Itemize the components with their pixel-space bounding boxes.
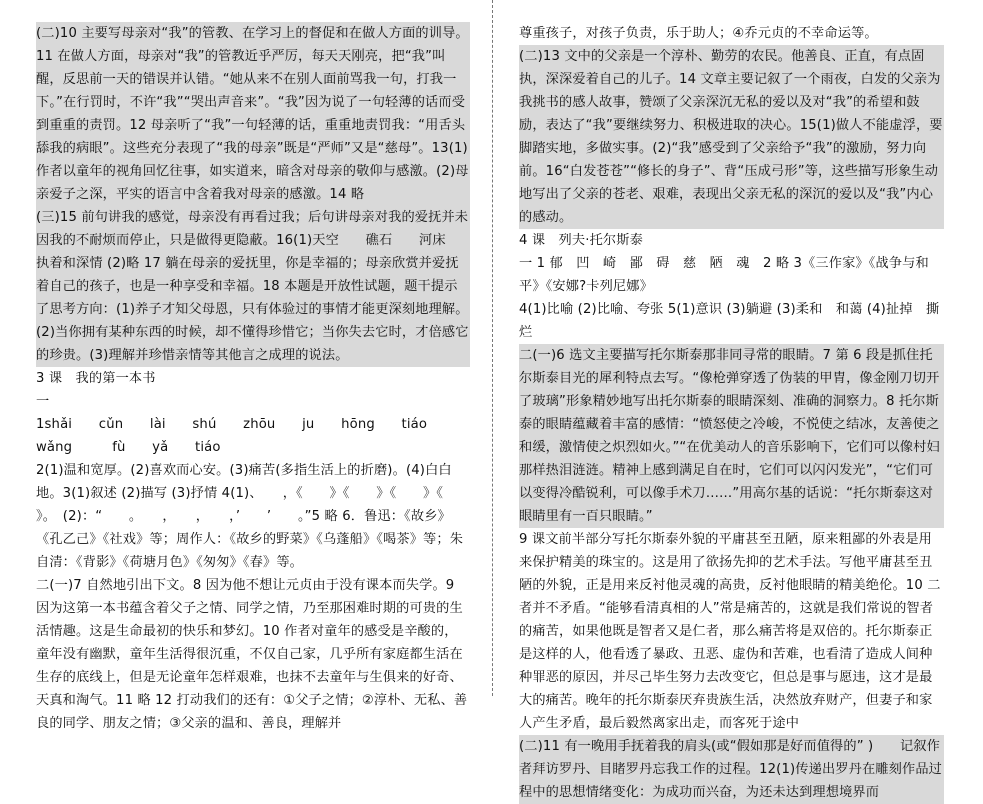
paragraph-right-continuation: 尊重孩子，对孩子负责，乐于助人；④乔元贞的不幸命运等。 <box>519 26 878 41</box>
paragraph-left-answers-2-6: 2(1)温和宽厚。(2)喜欢而心安。(3)痛苦(多指生活上的折磨)。(4)白白地。3(1)叙述 (2)描写 (3)抒情 4(1)、 ，《 》《 》《 》《 》。 (2)：“ 。 ， ， ，’ ’ 。”5 略 6．鲁迅：《故乡》《孔乙己》《社戏》等；周作人：《故乡的野菜》《乌蓬船》《喝茶》等；朱自清：《背影》《荷塘月色》《匆匆》《春》等。 <box>36 463 470 570</box>
pinyin-line-1: 1shǎi cǔn lài shú zhōu ju hōng tiáo <box>36 417 428 432</box>
paragraph-right-two-one: 二(一)6 选文主要描写托尔斯泰那非同寻常的眼睛。7 第 6 段是抓住托尔斯泰目光的犀利特点去写。“像枪弹穿透了伪装的甲胄，像金刚刀切开了玻璃”形象精妙地写出托尔斯泰的眼睛深刻、准确的洞察力。8 托尔斯泰的眼睛蕴藏着丰富的感情：“愤怒使之冷峻，不悦使之结冰，友善使之和缓，激情使之炽烈如火。”“在优美动人的音乐影响下，它们可以像村妇那样热泪涟涟。精神上感到满足自在时，它们可以闪闪发光”，“它们可以变得冷酷锐利，可以像手术刀……”用高尔基的话说：“托尔斯泰这对眼睛里有一百只眼睛。” <box>519 344 944 528</box>
column-divider <box>492 0 493 696</box>
paragraph-left-section-two: 二(一)7 自然地引出下文。8 因为他不想让元贞由于没有课本而失学。9 因为这第一本书蕴含着父子之情、同学之情，乃至那困难时期的可贵的生活情趣。这是生命最初的快乐和梦幻。10 作者对童年的感受是辛酸的，童年没有幽默，童年生活得很沉重，不仅自己家，几乎所有家庭都生活在生存的底线上，但是无论童年怎样艰难，也抹不去童年与生俱来的好奇、天真和淘气。11 略 12 打动我们的还有：①父子之情；②淳朴、无私、善良的同学、朋友之情；③父亲的温和、善良，理解并 <box>36 578 468 731</box>
paragraph-right-section-one: 一 1 郁 凹 崎 鄙 碍 慈 陋 魂 2 略 3《三作家》《战争与和平》《安娜?卡列尼娜》 <box>519 256 929 294</box>
paragraph-right-answers-4-5: 4(1)比喻 (2)比喻、夸张 5(1)意识 (3)躺避 (3)柔和 和蔼 (4)扯掉 撕烂 <box>519 302 940 340</box>
paragraph-left-1: (二)10 主要写母亲对“我”的管教、在学习上的督促和在做人方面的训导。11 在做人方面，母亲对“我”的管教近乎严厉，每天天刚亮，把“我”叫醒，反思前一天的错误并认错。“她从来不在别人面前骂我一句，打我一下。”在行罚时，不许“我”“哭出声音来”。“我”因为说了一句轻薄的话而受到重重的责罚。12 母亲听了“我”一句轻薄的话，重重地责罚我：“用舌头舔我的病眼”。这些充分表现了“我的母亲”既是“严师”又是“慈母”。13(1)作者以童年的视角回忆往事，如实道来，暗含对母亲的敬仰与感激。(2)母亲爱子之深，平实的语言中含着我对母亲的感激。14 略 <box>36 22 470 206</box>
paragraph-right-9-10: 9 课文前半部分写托尔斯泰外貌的平庸甚至丑陋，原来粗鄙的外表是用来保护精美的珠宝的。这是用了欲扬先抑的艺术手法。写他平庸甚至丑陋的外貌，正是用来反衬他灵魂的高贵，反衬他眼睛的精美绝伦。10 二者并不矛盾。“能够看清真相的人”常是痛苦的，这就是我们常说的智者的痛苦，如果他既是智者又是仁者，那么痛苦将是双倍的。托尔斯泰正是这样的人，他看透了暴政、丑恶、虚伪和苦难，也看清了造成人间种种罪恶的原因，并尽己毕生努力去改变它，但总是事与愿违，这才是最大的痛苦。晚年的托尔斯泰厌弃贵族生活，决然放弃财产，但妻子和家人产生矛盾，最后毅然离家出走，而客死于途中 <box>519 532 941 731</box>
paragraph-left-2: (三)15 前句讲我的感觉，母亲没有再看过我；后句讲母亲对我的爱抚并未因我的不耐烦而停止，只是做得更隐蔽。16(1)天空 礁石 河床 执着和深情 (2)略 17 躺在母亲的爱抚里，你是幸福的；母亲欣赏并爱抚着自己的孩子，也是一种享受和幸福。18 本题是开放性试题，题干提示了思考方向：(1)养子才知父母恩，只有体验过的事情才能更深刻地理解。(2)当你拥有某种东西的时候，却不懂得珍惜它；当你失去它时，才倍感它的珍贵。(3)理解并珍惜亲情等其他言之成理的说法。 <box>36 206 470 367</box>
right-column <box>519 22 944 800</box>
section-one-marker: 一 <box>36 394 50 409</box>
pinyin-line-2: wǎng fù yǎ tiáo <box>36 440 221 455</box>
paragraph-right-section-two: (二)13 文中的父亲是一个淳朴、勤劳的农民。他善良、正直，有点固执，深深爱着自己的儿子。14 文章主要记叙了一个雨夜，白发的父亲为我挑书的感人故事，赞颂了父亲深沉无私的爱以及对“我”的希望和鼓励，表达了“我”要继续努力、积极进取的决心。15(1)做人不能虚浮，要脚踏实地，多做实事。(2)“我”感受到了父亲给予“我”的激励，努力向前。16“白发苍苍”“修长的身子”、背“压成弓形”等，这些描写形象生动地写出了父亲的苍老、艰难，表现出父亲无私的深沉的爱以及“我”内心的感动。 <box>519 45 944 229</box>
lesson-3-heading: 3 课 我的第一本书 <box>36 371 156 386</box>
paragraph-right-two-two: (二)11 有一晚用手抚着我的肩头(或“假如那是好而值得的” ) 记叙作者拜访罗丹、目睹罗丹忘我工作的过程。12(1)传递出罗丹在雕刻作品过程中的思想情绪变化：为成功而兴奋，为还未达到理想境界而 <box>519 735 944 804</box>
left-column <box>36 22 473 731</box>
lesson-4-heading: 4 课 列夫·托尔斯泰 <box>519 233 643 248</box>
